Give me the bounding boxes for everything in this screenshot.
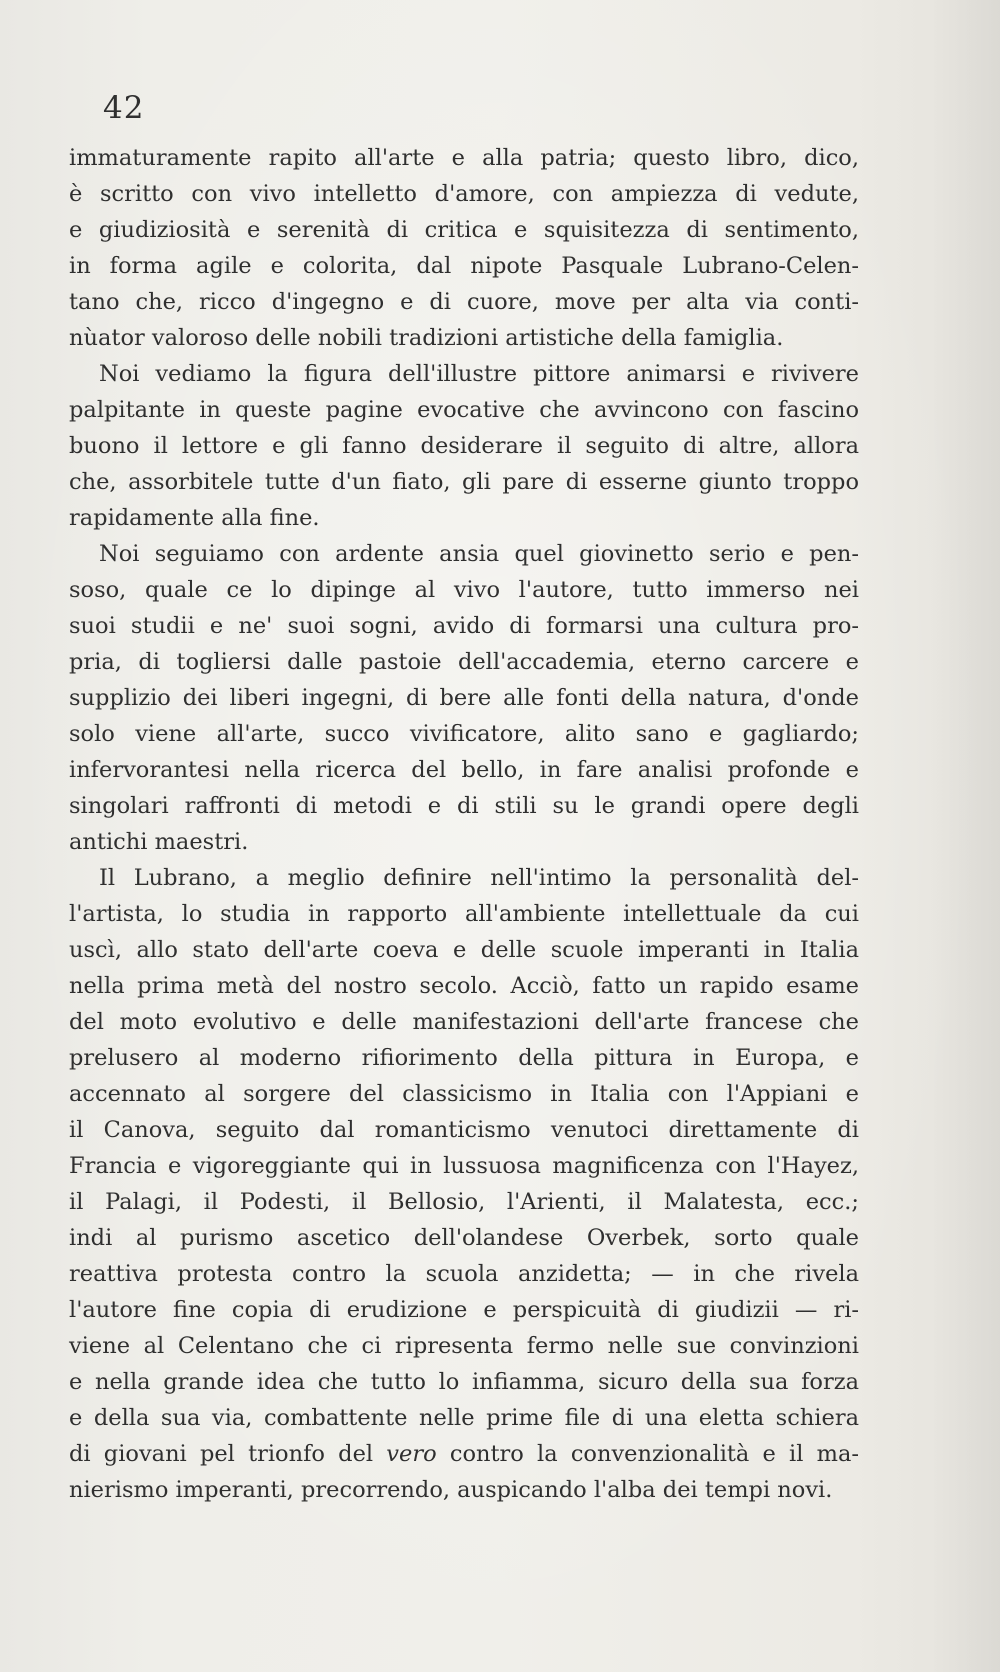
text-line: rapidamente alla fine. (69, 505, 320, 531)
text-line: indi al purismo ascetico dell'olandese Overbek, sorto quale (69, 1225, 859, 1251)
text-line: l'artista, lo studia in rapporto all'ambiente intellettuale da cui (69, 901, 859, 927)
text-line: che, assorbitele tutte d'un fiato, gli pare di esserne giunto troppo (69, 469, 859, 495)
text-line: e giudiziosità e serenità di critica e squisitezza di sentimento, (69, 217, 859, 243)
text-line: reattiva protesta contro la scuola anzidetta; — in che rivela (69, 1261, 859, 1287)
text-line: suoi studii e ne' suoi sogni, avido di formarsi una cultura pro- (69, 613, 859, 639)
text-line: nella prima metà del nostro secolo. Acciò, fatto un rapido esame (69, 973, 859, 999)
text-line: prelusero al moderno rifiorimento della pittura in Europa, e (69, 1045, 859, 1071)
text-line: accennato al sorgere del classicismo in Italia con l'Appiani e (69, 1081, 859, 1107)
text-line: immaturamente rapito all'arte e alla patria; questo libro, dico, (69, 145, 859, 171)
paragraph-start-line: Noi seguiamo con ardente ansia quel giovinetto serio e pen- (99, 541, 859, 567)
text-line: buono il lettore e gli fanno desiderare il seguito di altre, allora (69, 433, 859, 459)
text-line (69, 1436, 859, 1472)
text-line: palpitante in queste pagine evocative che avvincono con fascino (69, 397, 859, 423)
body-text (69, 140, 859, 1508)
page-number: 42 (103, 90, 145, 126)
text-line: pria, di togliersi dalle pastoie dell'accademia, eterno carcere e (69, 649, 859, 675)
text-line: antichi maestri. (69, 829, 249, 855)
paragraph-start-line: Il Lubrano, a meglio definire nell'intimo la personalità del- (99, 865, 859, 891)
text-line: è scritto con vivo intelletto d'amore, con ampiezza di vedute, (69, 181, 859, 207)
text-segment: contro la convenzionalità e il ma- (449, 1441, 859, 1467)
text-line: l'autore fine copia di erudizione e perspicuità di giudizii — ri- (69, 1297, 859, 1323)
text-line: tano che, ricco d'ingegno e di cuore, move per alta via conti- (69, 289, 859, 315)
text-line: supplizio dei liberi ingegni, di bere alle fonti della natura, d'onde (69, 685, 859, 711)
text-line: del moto evolutivo e delle manifestazioni dell'arte francese che (69, 1009, 859, 1035)
italic-word: vero (386, 1441, 437, 1467)
text-line: solo viene all'arte, succo vivificatore, alito sano e gagliardo; (69, 721, 859, 747)
text-line: infervorantesi nella ricerca del bello, in fare analisi profonde e (69, 757, 859, 783)
text-line: uscì, allo stato dell'arte coeva e delle scuole imperanti in Italia (69, 937, 859, 963)
text-line: in forma agile e colorita, dal nipote Pasquale Lubrano-Celen- (69, 253, 859, 279)
text-line: nùator valoroso delle nobili tradizioni artistiche della famiglia. (69, 325, 784, 351)
text-segment: di giovani pel trionfo del (69, 1441, 374, 1467)
text-line: il Palagi, il Podesti, il Bellosio, l'Arienti, il Malatesta, ecc.; (69, 1189, 859, 1215)
text-line: e della sua via, combattente nelle prime file di una eletta schiera (69, 1405, 859, 1431)
text-line: e nella grande idea che tutto lo infiamma, sicuro della sua forza (69, 1369, 859, 1395)
text-line: singolari raffronti di metodi e di stili su le grandi opere degli (69, 793, 859, 819)
text-line: nierismo imperanti, precorrendo, auspicando l'alba dei tempi novi. (69, 1477, 833, 1503)
text-line: Francia e vigoreggiante qui in lussuosa magnificenza con l'Hayez, (69, 1153, 859, 1179)
paragraph-start-line: Noi vediamo la figura dell'illustre pittore animarsi e rivivere (99, 361, 859, 387)
text-line: il Canova, seguito dal romanticismo venutoci direttamente di (69, 1117, 859, 1143)
text-line: viene al Celentano che ci ripresenta fermo nelle sue convinzioni (69, 1333, 859, 1359)
text-line: soso, quale ce lo dipinge al vivo l'autore, tutto immerso nei (69, 577, 859, 603)
